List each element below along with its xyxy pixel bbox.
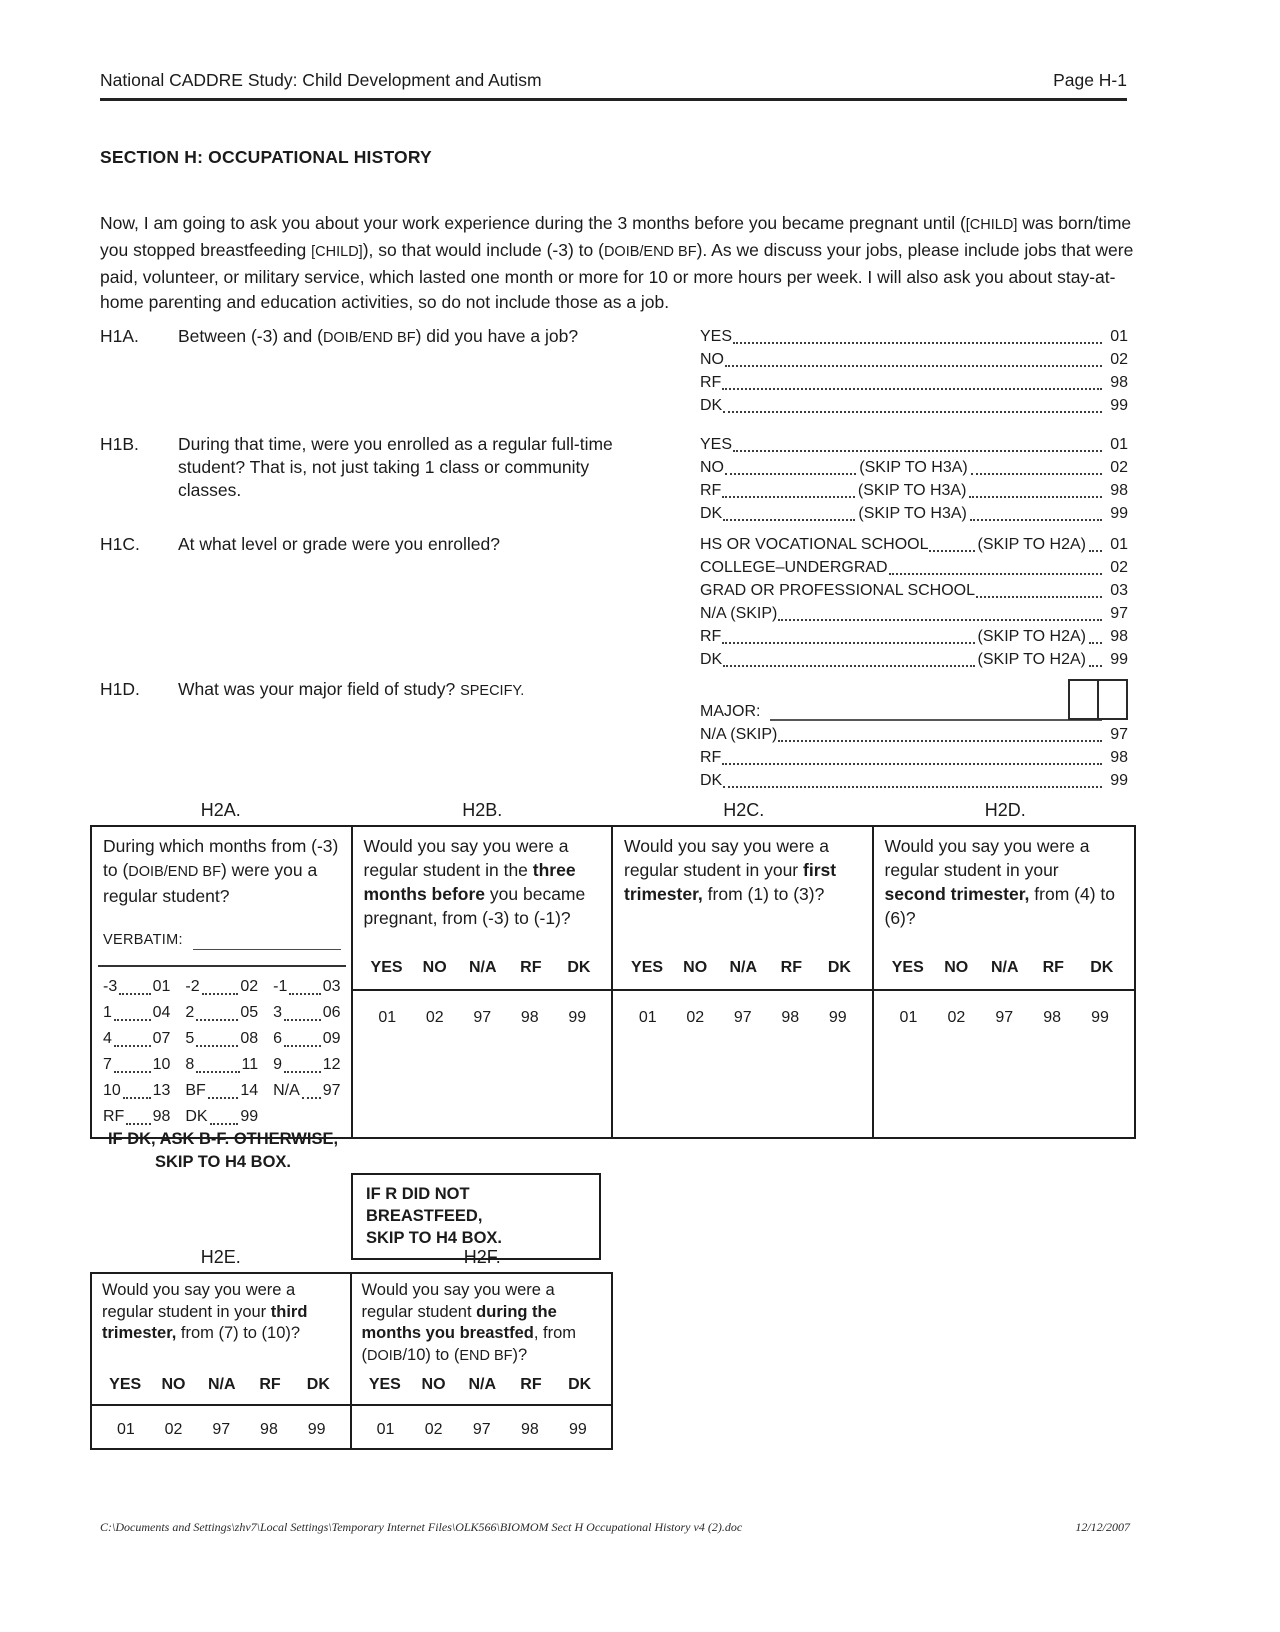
answer-header: N/A [468,959,497,976]
option-code: 01 [1110,328,1128,345]
answer-option [700,556,1128,579]
answer-code-row [624,991,862,1030]
question-id: H1D. [100,679,140,699]
option-code: 07 [152,1030,171,1047]
h2-question-grid [90,800,1136,1139]
skip-note-line: IF R DID NOT BREASTFEED, [366,1185,483,1225]
option-label: 9 [273,1056,283,1073]
dot-leader [723,411,1102,413]
option-code: 97 [322,1082,341,1099]
answer-header: YES [368,1376,401,1393]
option-code: 99 [1110,772,1128,789]
cell-h2b [353,827,614,1137]
answer-header: DK [1090,959,1114,976]
option-code: 03 [322,978,341,995]
option-code: 03 [1110,582,1128,599]
section-heading: SECTION H: OCCUPATIONAL HISTORY [100,147,432,167]
dot-leader [971,473,1102,475]
dot-leader [1089,550,1102,552]
dot-leader [1089,642,1102,644]
answer-option [700,433,1128,456]
option-code: 10 [152,1056,171,1073]
answer-option [700,746,1128,769]
answer-option [700,625,1128,648]
option-code: 99 [1110,397,1128,414]
answer-header: NO [422,959,447,976]
h2ef-question-grid [90,1247,613,1450]
question-id: H1B. [100,434,139,454]
question-id: H1A. [100,326,139,346]
answer-header: NO [161,1376,186,1393]
month-option [103,1025,170,1051]
dot-leader [723,519,855,521]
option-code: 98 [1110,749,1128,766]
verbatim-write-in [103,930,341,952]
skip-note: (SKIP TO H3A) [858,505,967,522]
option-code: 12 [322,1056,341,1073]
column-label: H2C. [723,800,765,820]
column-label: H2B. [462,800,503,820]
answer-header: DK [306,1376,330,1393]
option-code: 99 [1110,651,1128,668]
option-label: YES [700,436,733,453]
option-label: YES [700,328,733,345]
option-label: RF [700,374,722,391]
option-label: DK [185,1108,208,1125]
dot-leader [126,1123,150,1125]
option-label: NO [700,459,724,476]
dot-leader [733,342,1102,344]
option-code: 97 [472,1420,491,1438]
option-label: 2 [185,1004,195,1021]
answer-option [700,325,1128,348]
option-code: 08 [240,1030,259,1047]
answer-header: RF [259,1376,281,1393]
option-code: 02 [424,1420,443,1438]
option-code: 01 [1110,436,1128,453]
option-label: RF [103,1108,125,1125]
option-label: 8 [185,1056,195,1073]
option-label: 7 [103,1056,112,1073]
column-label: H2F. [463,1247,501,1267]
option-code: 05 [240,1004,259,1021]
question-text: At what level or grade were you enrolled? [178,534,500,554]
column-label: H2A. [200,800,241,820]
option-code: 97 [473,1009,492,1026]
cell-h2a [92,827,353,1137]
answer-option [700,456,1128,479]
answer-option [700,602,1128,625]
answer-list [700,325,1128,417]
option-label: NO [700,351,724,368]
question-h1a [100,325,1128,417]
skip-note: (SKIP TO H2A) [977,628,1086,645]
option-code: 02 [240,978,259,995]
study-title: National CADDRE Study: Child Development and Autism [100,70,542,90]
answer-option [700,502,1128,525]
write-in-line [193,949,341,950]
document-header [100,70,1127,101]
option-code: 14 [240,1082,259,1099]
month-option [103,1051,170,1077]
month-option [185,1025,258,1051]
option-code: 01 [116,1420,135,1438]
answer-code-row [102,1406,341,1441]
dot-leader [970,519,1102,521]
answer-list [700,433,1128,525]
month-option [185,1051,258,1077]
option-label: HS OR VOCATIONAL SCHOOL [700,536,929,553]
question-text: Would you say you were a regular student during the months you breastfed, from (DOIB/10) to (END BF)? [361,1281,577,1364]
question-h1b [100,433,1128,525]
footer-date: 12/12/2007 [1075,1520,1130,1534]
option-code: 02 [686,1009,705,1026]
answer-header: DK [567,959,591,976]
answer-header: N/A [990,959,1019,976]
skip-note-line: SKIP TO H4 BOX. [366,1229,503,1247]
answer-option [700,348,1128,371]
question-text: Between (-3) and (DOIB/END BF) did you have a job? [178,326,579,346]
option-code: 99 [828,1009,847,1026]
dot-leader [284,1019,321,1021]
option-label: BF [185,1082,206,1099]
verbatim-label: VERBATIM: [103,932,183,948]
major-label: MAJOR: [700,703,761,720]
dot-leader [976,596,1102,598]
answer-list [700,533,1128,671]
answer-header: RF [520,1376,542,1393]
answer-header: N/A [468,1376,497,1393]
option-code: 98 [520,1009,539,1026]
dot-leader [778,740,1102,742]
answer-header: NO [683,959,708,976]
dot-leader [722,388,1102,390]
h2ef-table [90,1272,613,1450]
page-number: Page H-1 [1053,70,1127,90]
answer-option [700,648,1128,671]
option-code: 02 [164,1420,183,1438]
dot-leader [929,550,974,552]
dot-leader [114,1071,151,1073]
answer-header: RF [1042,959,1064,976]
answer-area [700,678,1128,792]
dot-leader [114,1045,151,1047]
answer-list [700,723,1128,792]
dot-leader [722,496,855,498]
option-label: -2 [185,978,200,995]
h2-column-labels [90,800,1136,821]
option-label: 6 [273,1030,283,1047]
month-option [273,973,340,999]
option-label: N/A (SKIP) [700,605,778,622]
answer-option [700,533,1128,556]
answer-header: N/A [729,959,758,976]
column-label: H2D. [984,800,1026,820]
answer-header: YES [631,959,664,976]
question-id: H1C. [100,534,140,554]
option-label: RF [700,628,722,645]
page-footer [100,1520,1130,1535]
option-code: 99 [1110,505,1128,522]
dot-leader [778,619,1102,621]
dot-leader [208,1097,239,1099]
skip-note: (SKIP TO H3A) [859,459,968,476]
option-code: 98 [1043,1009,1062,1026]
option-code: 98 [781,1009,800,1026]
question-text: During which months from (-3) to (DOIB/END BF) were you a regular student? [103,836,339,906]
option-code: 11 [241,1056,259,1073]
option-label: 3 [273,1004,283,1021]
skip-note: (SKIP TO H3A) [857,482,967,499]
dot-leader [196,1071,239,1073]
dot-leader [123,1097,151,1099]
option-code: 98 [1110,482,1128,499]
answer-header: RF [780,959,802,976]
column-label: H2E. [200,1247,241,1267]
answer-option [700,723,1128,746]
option-label: N/A (SKIP) [700,726,778,743]
dot-leader [969,496,1102,498]
dot-leader [722,763,1102,765]
answer-header: N/A [207,1376,236,1393]
dot-leader [723,786,1102,788]
option-code: 01 [378,1009,397,1026]
code-box [1097,679,1128,720]
question-h1c [100,533,1128,671]
question-text: During that time, were you enrolled as a regular full-time student? That is, not just taking 1 class or community classes. [178,434,613,500]
cell-h2f [352,1274,612,1448]
question-text: Would you say you were a regular student in your first trimester, from (1) to (3)? [624,836,837,904]
cell-h2e [92,1274,352,1448]
option-code: 98 [1110,374,1128,391]
code-box [1068,679,1099,720]
question-h1d [100,678,1128,792]
month-option [185,999,258,1025]
dot-leader [733,450,1102,452]
answer-header: NO [421,1376,446,1393]
option-code: 97 [1110,605,1128,622]
option-label: 1 [103,1004,112,1021]
month-option [103,973,170,999]
option-code: 99 [1091,1009,1109,1026]
footer-file-path: C:\Documents and Settings\zhv7\Local Settings\Temporary Internet Files\OLK566\BIOMOM Sect H Occupational History v4 (2).doc [100,1520,743,1534]
answer-header: RF [520,959,542,976]
option-label: 4 [103,1030,112,1047]
dot-leader [289,993,320,995]
month-option [103,999,170,1025]
if-dk-skip-note [90,1128,356,1174]
dot-leader [722,642,974,644]
month-option [273,1051,340,1077]
dot-leader [889,573,1102,575]
option-code: 99 [307,1420,326,1438]
answer-code-row [364,991,602,1030]
option-code: 97 [1110,726,1128,743]
dot-leader [302,1097,321,1099]
option-label: RF [700,482,722,499]
option-label: N/A [273,1082,300,1099]
option-code: 01 [152,978,171,995]
dot-leader [196,1045,238,1047]
dot-leader [284,1071,321,1073]
option-code: 13 [152,1082,171,1099]
question-text: What was your major field of study? SPECIFY. [178,679,525,699]
option-label: DK [700,505,723,522]
skip-note-line: IF DK, ASK B-F. OTHERWISE, [107,1130,339,1148]
option-label: DK [700,772,723,789]
option-code: 99 [240,1108,259,1125]
answer-header: DK [568,1376,592,1393]
option-label: GRAD OR PROFESSIONAL SCHOOL [700,582,976,599]
question-text: Would you say you were a regular student in your third trimester, from (7) to (10)? [102,1281,308,1342]
dot-leader [284,1045,321,1047]
dot-leader [210,1123,239,1125]
answer-header-row [92,1374,351,1406]
answer-header: YES [109,1376,142,1393]
answer-code-row [362,1406,603,1441]
option-code: 01 [899,1009,918,1026]
option-code: 99 [568,1009,587,1026]
major-code-boxes [1068,679,1128,720]
option-label: 5 [185,1030,195,1047]
option-code: 02 [1110,559,1128,576]
major-write-in [700,700,1128,723]
option-label: 10 [103,1082,121,1099]
dot-leader [1089,665,1102,667]
option-label: DK [700,651,723,668]
option-code: 98 [520,1420,539,1438]
option-code: 97 [995,1009,1014,1026]
answer-option [700,579,1128,602]
month-option [273,999,340,1025]
month-option [185,1103,258,1129]
answer-header: YES [370,959,403,976]
dot-leader [114,1019,151,1021]
option-label: DK [700,397,723,414]
answer-header-row [874,956,1136,991]
option-code: 02 [1110,351,1128,368]
option-code: 06 [322,1004,341,1021]
option-code: 99 [569,1420,587,1438]
option-code: 02 [425,1009,444,1026]
answer-header: DK [827,959,851,976]
answer-option [700,371,1128,394]
month-option [273,1025,340,1051]
answer-option [700,394,1128,417]
h2ef-column-labels [90,1247,613,1268]
option-label: -1 [273,978,288,995]
option-code: 98 [152,1108,171,1125]
dot-leader [723,665,974,667]
cell-h2c [613,827,874,1137]
option-code: 01 [638,1009,657,1026]
dot-leader [196,1019,238,1021]
dot-leader [119,993,150,995]
option-code: 02 [1110,459,1129,476]
month-code-grid [103,973,341,1129]
dot-leader [725,473,856,475]
answer-header: YES [891,959,924,976]
skip-note-line: SKIP TO H4 BOX. [154,1153,291,1171]
h2-table [90,825,1136,1139]
answer-header-row [613,956,873,991]
answer-option [700,769,1128,792]
answer-option [700,479,1128,502]
answer-header-row [352,1374,613,1406]
dot-leader [202,993,239,995]
month-option [185,1077,258,1103]
write-in-line [98,965,346,967]
option-label: -3 [103,978,118,995]
month-option [185,973,258,999]
question-text: Would you say you were a regular student in your second trimester, from (4) to (6)? [884,836,1115,928]
option-code: 97 [212,1420,231,1438]
month-option [103,1103,170,1129]
skip-note: (SKIP TO H2A) [977,651,1086,668]
option-code: 98 [1110,628,1128,645]
skip-note: (SKIP TO H2A) [977,536,1086,553]
month-option [273,1077,340,1103]
question-text: Would you say you were a regular student in the three months before you became pregnant, from (-3) to (-1)? [363,836,586,928]
dot-leader [725,365,1102,367]
option-code: 01 [376,1420,395,1438]
option-code: 97 [733,1009,752,1026]
option-code: 98 [260,1420,278,1438]
option-code: 09 [322,1030,341,1047]
option-code: 04 [152,1004,171,1021]
write-in-line [770,719,1102,721]
option-label: RF [700,749,722,766]
intro-text: Now, I am going to ask you about your work experience during the 3 months before you became pregnant until ([CHILD] was born/time you stopped breastfeeding [CHILD]), so that would include (-3) to (DOIB/END BF). As we discuss your jobs, please include jobs that were paid, volunteer, or military service, which lasted one month or more for 10 or more hours per week. I will also ask you about stay-at-home parenting and education activities, so do not include those as a job. [100,213,1134,312]
option-label: COLLEGE–UNDERGRAD [700,559,888,576]
cell-h2d [874,827,1135,1137]
answer-code-row [885,991,1125,1030]
answer-header: NO [944,959,969,976]
option-code: 01 [1110,536,1128,553]
month-option [103,1077,170,1103]
answer-header-row [353,956,613,991]
option-code: 02 [947,1009,966,1026]
